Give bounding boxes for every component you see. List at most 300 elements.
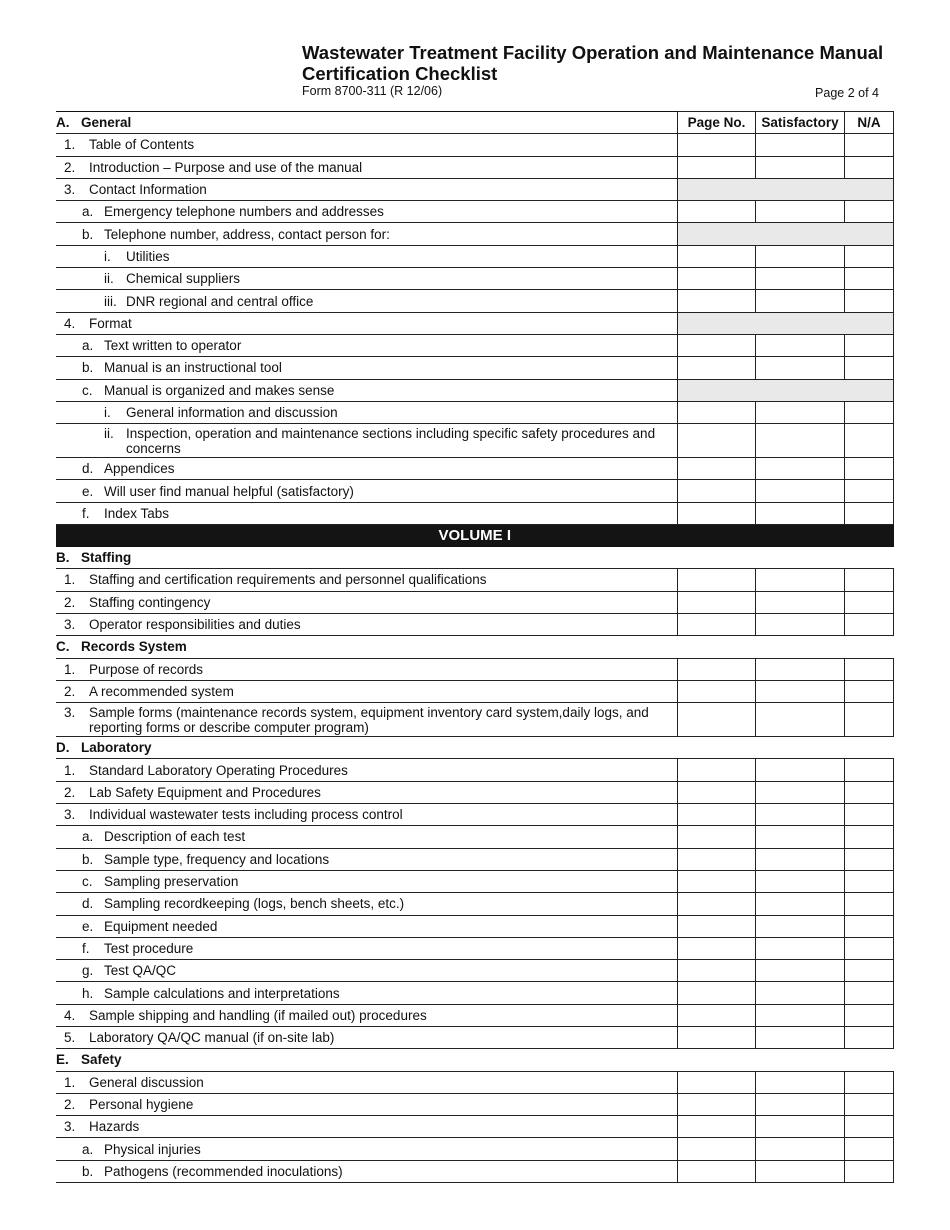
item-text: Format: [89, 315, 132, 331]
checklist-row: [56, 458, 894, 480]
item-text: Sample type, frequency and locations: [104, 851, 330, 867]
column-header-satisfactory: Satisfactory: [756, 112, 845, 134]
section-title: Records System: [81, 639, 187, 655]
checklist-item-label: [56, 759, 678, 781]
satisfactory-cell[interactable]: [756, 680, 845, 702]
checklist-row: [56, 502, 894, 524]
item-number: 3.: [64, 1119, 76, 1135]
checklist-item-label: [56, 290, 678, 312]
checklist-item-label: [56, 268, 678, 290]
na-cell[interactable]: [845, 982, 894, 1004]
item-number: c.: [82, 874, 93, 890]
checklist-item-label: [56, 334, 678, 356]
page-no-cell[interactable]: [678, 893, 756, 915]
item-number: e.: [82, 483, 94, 499]
item-number: 2.: [64, 1097, 76, 1113]
form-title-line1: Wastewater Treatment Facility Operation and Maintenance Manual: [302, 42, 884, 63]
checklist-row: [56, 680, 894, 702]
satisfactory-cell[interactable]: [756, 1160, 845, 1182]
section-title: Laboratory: [81, 740, 152, 756]
item-text: Test QA/QC: [104, 963, 177, 979]
item-text: Chemical suppliers: [126, 271, 241, 287]
na-cell[interactable]: [845, 1004, 894, 1026]
page-no-cell[interactable]: [678, 357, 756, 379]
item-number: iii.: [104, 293, 117, 309]
item-text: Individual wastewater tests including process control: [89, 807, 403, 823]
item-number: b.: [82, 851, 94, 867]
na-cell[interactable]: [845, 134, 894, 156]
satisfactory-cell[interactable]: [756, 134, 845, 156]
na-cell[interactable]: [845, 680, 894, 702]
satisfactory-cell[interactable]: [756, 245, 845, 267]
satisfactory-cell[interactable]: [756, 1004, 845, 1026]
satisfactory-cell[interactable]: [756, 201, 845, 223]
satisfactory-cell[interactable]: [756, 759, 845, 781]
checklist-item-label: [56, 1138, 678, 1160]
checklist-row: [56, 223, 894, 245]
section-letter: C.: [56, 639, 70, 655]
checklist-row: [56, 334, 894, 356]
page-no-cell[interactable]: [678, 569, 756, 591]
satisfactory-cell[interactable]: [756, 804, 845, 826]
checklist-item-label: [56, 178, 678, 200]
checklist-row: [56, 1071, 894, 1093]
section-letter: E.: [56, 1052, 69, 1068]
satisfactory-cell[interactable]: [756, 1071, 845, 1093]
volume-banner: [56, 525, 894, 547]
satisfactory-cell[interactable]: [756, 268, 845, 290]
page-no-cell[interactable]: [678, 502, 756, 524]
checklist-item-label: [56, 613, 678, 635]
checklist-row: [56, 1160, 894, 1182]
page-no-cell[interactable]: [678, 134, 756, 156]
checklist-item-label: [56, 357, 678, 379]
satisfactory-cell[interactable]: [756, 156, 845, 178]
na-cell[interactable]: [845, 870, 894, 892]
item-text: General discussion: [89, 1074, 204, 1090]
item-text: Purpose of records: [89, 661, 204, 677]
section-header-safety: [56, 1049, 894, 1071]
na-cell[interactable]: [845, 1116, 894, 1138]
checklist-item-label: [56, 1160, 678, 1182]
checklist-row: [56, 613, 894, 635]
checklist-item-label: [56, 960, 678, 982]
section-header-general: A. General: [56, 112, 678, 134]
na-cell[interactable]: [845, 658, 894, 680]
section-title: Staffing: [81, 550, 132, 566]
checklist-row: [56, 937, 894, 959]
satisfactory-cell[interactable]: [756, 502, 845, 524]
item-number: b.: [82, 226, 94, 242]
item-number: a.: [82, 204, 94, 220]
satisfactory-cell[interactable]: [756, 1116, 845, 1138]
form-title: [302, 42, 883, 84]
checklist-row: [56, 290, 894, 312]
checklist-row: [56, 848, 894, 870]
satisfactory-cell[interactable]: [756, 424, 845, 458]
na-cell[interactable]: [845, 268, 894, 290]
na-cell[interactable]: [845, 1160, 894, 1182]
shaded-cell: [678, 379, 894, 401]
checklist-item-label: [56, 480, 678, 502]
checklist-item-label: [56, 915, 678, 937]
checklist-item-label: [56, 982, 678, 1004]
page-no-cell[interactable]: [678, 156, 756, 178]
page-no-cell[interactable]: [678, 1093, 756, 1115]
checklist-item-label: [56, 424, 678, 458]
item-number: 1.: [64, 137, 76, 153]
item-text: Sample shipping and handling (if mailed out) procedures: [89, 1007, 427, 1023]
na-cell[interactable]: [845, 893, 894, 915]
section-header-laboratory: [56, 737, 894, 759]
item-text: Table of Contents: [89, 137, 195, 153]
satisfactory-cell[interactable]: [756, 937, 845, 959]
checklist-item-label: [56, 1004, 678, 1026]
column-header-page-no: Page No.: [678, 112, 756, 134]
na-cell[interactable]: [845, 1138, 894, 1160]
satisfactory-cell[interactable]: [756, 290, 845, 312]
item-text: Sampling preservation: [104, 874, 239, 890]
satisfactory-cell[interactable]: [756, 703, 845, 737]
page-no-cell[interactable]: [678, 826, 756, 848]
item-text: Manual is organized and makes sense: [104, 382, 335, 398]
checklist-item-label: [56, 134, 678, 156]
shaded-cell: [678, 223, 894, 245]
item-number: 2.: [64, 159, 76, 175]
item-number: 1.: [64, 1074, 76, 1090]
checklist-row: [56, 1026, 894, 1048]
na-cell[interactable]: [845, 1026, 894, 1048]
checklist-item-label: [56, 591, 678, 613]
item-number: f.: [82, 940, 90, 956]
item-number: d.: [82, 896, 94, 912]
checklist-row: [56, 156, 894, 178]
na-cell[interactable]: [845, 960, 894, 982]
page-no-cell[interactable]: [678, 1004, 756, 1026]
page-no-cell[interactable]: [678, 290, 756, 312]
na-cell[interactable]: [845, 826, 894, 848]
checklist-row: [56, 591, 894, 613]
page-no-cell[interactable]: [678, 1071, 756, 1093]
checklist-item-label: [56, 826, 678, 848]
item-text: Description of each test: [104, 829, 246, 845]
item-text: Operator responsibilities and duties: [89, 617, 301, 633]
page-no-cell[interactable]: [678, 458, 756, 480]
item-number: c.: [82, 382, 93, 398]
item-text: Equipment needed: [104, 918, 218, 934]
checklist-item-label: [56, 658, 678, 680]
page-no-cell[interactable]: [678, 982, 756, 1004]
na-cell[interactable]: [845, 848, 894, 870]
na-cell[interactable]: [845, 613, 894, 635]
na-cell[interactable]: [845, 781, 894, 803]
checklist-row: [56, 245, 894, 267]
page-no-cell[interactable]: [678, 1026, 756, 1048]
page-no-cell[interactable]: [678, 1116, 756, 1138]
item-text: Manual is an instructional tool: [104, 360, 282, 376]
na-cell[interactable]: [845, 759, 894, 781]
item-text: Physical injuries: [104, 1141, 201, 1157]
shaded-cell: [678, 312, 894, 334]
checklist-row: [56, 480, 894, 502]
checklist-row: [56, 982, 894, 1004]
page-no-cell[interactable]: [678, 1138, 756, 1160]
item-number: ii.: [104, 425, 114, 441]
na-cell[interactable]: [845, 1093, 894, 1115]
checklist-row: [56, 312, 894, 334]
page-no-cell[interactable]: [678, 915, 756, 937]
satisfactory-cell[interactable]: [756, 982, 845, 1004]
page-no-cell[interactable]: [678, 1160, 756, 1182]
item-text: Telephone number, address, contact person for:: [104, 226, 390, 242]
satisfactory-cell[interactable]: [756, 870, 845, 892]
page-no-cell[interactable]: [678, 759, 756, 781]
na-cell[interactable]: [845, 201, 894, 223]
na-cell[interactable]: [845, 915, 894, 937]
satisfactory-cell[interactable]: [756, 357, 845, 379]
na-cell[interactable]: [845, 424, 894, 458]
item-text: DNR regional and central office: [126, 293, 314, 309]
page-no-cell[interactable]: [678, 201, 756, 223]
item-text: Sampling recordkeeping (logs, bench sheets, etc.): [104, 896, 405, 912]
checklist-row: [56, 960, 894, 982]
checklist-item-label: [56, 223, 678, 245]
item-text: Hazards: [89, 1119, 140, 1135]
checklist-row: [56, 915, 894, 937]
na-cell[interactable]: [845, 502, 894, 524]
page-no-cell[interactable]: [678, 401, 756, 423]
item-number: 4.: [64, 315, 76, 331]
checklist-item-label: [56, 401, 678, 423]
satisfactory-cell[interactable]: [756, 915, 845, 937]
checklist-row: [56, 134, 894, 156]
checklist-row: [56, 658, 894, 680]
satisfactory-cell[interactable]: [756, 458, 845, 480]
na-cell[interactable]: [845, 334, 894, 356]
checklist-item-label: [56, 1116, 678, 1138]
checklist-row: [56, 1116, 894, 1138]
na-cell[interactable]: [845, 1071, 894, 1093]
checklist-item-label: [56, 156, 678, 178]
page-number: Page 2 of 4: [815, 86, 879, 100]
na-cell[interactable]: [845, 569, 894, 591]
checklist-item-label: [56, 1026, 678, 1048]
page-no-cell[interactable]: [678, 804, 756, 826]
na-cell[interactable]: [845, 703, 894, 737]
item-text: A recommended system: [89, 683, 234, 699]
satisfactory-cell[interactable]: [756, 658, 845, 680]
item-text: Inspection, operation and maintenance sections including specific safety procedures and concerns: [126, 425, 656, 456]
item-number: 2.: [64, 594, 76, 610]
checklist-item-label: [56, 201, 678, 223]
page-no-cell[interactable]: [678, 960, 756, 982]
satisfactory-cell[interactable]: [756, 1093, 845, 1115]
form-number: Form 8700-311 (R 12/06): [302, 84, 443, 98]
item-number: 5.: [64, 1030, 76, 1046]
item-number: g.: [82, 963, 94, 979]
checklist-row: [56, 703, 894, 737]
checklist-item-label: [56, 379, 678, 401]
item-text: Emergency telephone numbers and addresses: [104, 204, 384, 220]
item-text: Text written to operator: [104, 338, 242, 354]
page-no-cell[interactable]: [678, 781, 756, 803]
checklist-row: [56, 401, 894, 423]
checklist-item-label: [56, 245, 678, 267]
satisfactory-cell[interactable]: [756, 1138, 845, 1160]
page-no-cell[interactable]: [678, 480, 756, 502]
page-no-cell[interactable]: [678, 680, 756, 702]
section-letter: B.: [56, 550, 70, 566]
satisfactory-cell[interactable]: [756, 848, 845, 870]
page-no-cell[interactable]: [678, 848, 756, 870]
item-text: Test procedure: [104, 940, 194, 956]
na-cell[interactable]: [845, 290, 894, 312]
item-text: Staffing contingency: [89, 594, 211, 610]
item-text: Sample calculations and interpretations: [104, 985, 340, 1001]
na-cell[interactable]: [845, 458, 894, 480]
item-number: 2.: [64, 683, 76, 699]
item-number: i.: [104, 248, 111, 264]
checklist-item-label: [56, 781, 678, 803]
satisfactory-cell[interactable]: [756, 1026, 845, 1048]
checklist-table: [56, 111, 894, 1183]
item-number: b.: [82, 1163, 94, 1179]
satisfactory-cell[interactable]: [756, 334, 845, 356]
item-number: f.: [82, 505, 90, 521]
item-text: Utilities: [126, 248, 170, 264]
page-no-cell[interactable]: [678, 424, 756, 458]
item-number: e.: [82, 918, 94, 934]
form-title-line2: Certification Checklist: [302, 63, 498, 84]
checklist-item-label: [56, 1093, 678, 1115]
item-number: 3.: [64, 704, 76, 720]
section-header-staffing: [56, 547, 894, 569]
checklist-row: [56, 379, 894, 401]
checklist-row: [56, 424, 894, 458]
page-no-cell[interactable]: [678, 937, 756, 959]
satisfactory-cell[interactable]: [756, 401, 845, 423]
page-no-cell[interactable]: [678, 245, 756, 267]
satisfactory-cell[interactable]: [756, 591, 845, 613]
page-no-cell[interactable]: [678, 268, 756, 290]
checklist-item-label: [56, 937, 678, 959]
checklist-row: [56, 826, 894, 848]
satisfactory-cell[interactable]: [756, 893, 845, 915]
item-number: a.: [82, 338, 94, 354]
item-number: 3.: [64, 807, 76, 823]
checklist-item-label: [56, 804, 678, 826]
item-number: a.: [82, 829, 94, 845]
satisfactory-cell[interactable]: [756, 480, 845, 502]
page-no-cell[interactable]: [678, 870, 756, 892]
na-cell[interactable]: [845, 156, 894, 178]
item-number: 3.: [64, 182, 76, 198]
na-cell[interactable]: [845, 401, 894, 423]
item-text: Index Tabs: [104, 505, 170, 521]
satisfactory-cell[interactable]: [756, 613, 845, 635]
item-number: 1.: [64, 572, 76, 588]
page-no-cell[interactable]: [678, 658, 756, 680]
checklist-row: [56, 1093, 894, 1115]
item-text: Personal hygiene: [89, 1097, 194, 1113]
page-no-cell[interactable]: [678, 613, 756, 635]
item-text: Contact Information: [89, 182, 207, 198]
checklist-item-label: [56, 569, 678, 591]
item-number: 4.: [64, 1007, 76, 1023]
item-text: Standard Laboratory Operating Procedures: [89, 762, 348, 778]
checklist-item-label: [56, 703, 678, 737]
item-number: d.: [82, 461, 94, 477]
checklist-row: [56, 804, 894, 826]
checklist-item-label: [56, 1071, 678, 1093]
item-text: Pathogens (recommended inoculations): [104, 1163, 343, 1179]
item-number: a.: [82, 1141, 94, 1157]
checklist-row: [56, 893, 894, 915]
item-number: b.: [82, 360, 94, 376]
na-cell[interactable]: [845, 937, 894, 959]
checklist-item-label: [56, 848, 678, 870]
na-cell[interactable]: [845, 357, 894, 379]
checklist-item-label: [56, 312, 678, 334]
checklist-item-label: [56, 680, 678, 702]
satisfactory-cell[interactable]: [756, 569, 845, 591]
column-header-na: N/A: [845, 112, 894, 134]
checklist-row: [56, 178, 894, 200]
item-number: 2.: [64, 784, 76, 800]
section-letter: D.: [56, 740, 70, 756]
na-cell[interactable]: [845, 245, 894, 267]
satisfactory-cell[interactable]: [756, 781, 845, 803]
section-header-records: [56, 636, 894, 658]
checklist-row: [56, 569, 894, 591]
item-text: Sample forms (maintenance records system, equipment inventory card system,daily logs, and reporting forms or describe computer program): [89, 704, 649, 735]
na-cell[interactable]: [845, 480, 894, 502]
section-title: Safety: [81, 1052, 122, 1068]
checklist-row: [56, 201, 894, 223]
item-number: 3.: [64, 617, 76, 633]
item-text: Staffing and certification requirements and personnel qualifications: [89, 572, 487, 588]
checklist-row: [56, 1004, 894, 1026]
item-number: ii.: [104, 271, 114, 287]
page-no-cell[interactable]: [678, 591, 756, 613]
na-cell[interactable]: [845, 804, 894, 826]
checklist-row: [56, 1138, 894, 1160]
item-number: h.: [82, 985, 94, 1001]
checklist-item-label: [56, 458, 678, 480]
volume-label: VOLUME I: [56, 525, 894, 547]
item-text: General information and discussion: [126, 405, 338, 420]
page-no-cell[interactable]: [678, 703, 756, 737]
checklist-item-label: [56, 870, 678, 892]
item-text: Appendices: [104, 461, 175, 477]
item-text: Will user find manual helpful (satisfactory): [104, 483, 354, 499]
satisfactory-cell[interactable]: [756, 960, 845, 982]
item-number: 1.: [64, 661, 76, 677]
satisfactory-cell[interactable]: [756, 826, 845, 848]
page-no-cell[interactable]: [678, 334, 756, 356]
item-number: 1.: [64, 762, 76, 778]
checklist-row: [56, 759, 894, 781]
na-cell[interactable]: [845, 591, 894, 613]
item-number: i.: [104, 405, 111, 420]
item-text: Introduction – Purpose and use of the manual: [89, 159, 363, 175]
checklist-row: [56, 268, 894, 290]
item-text: Laboratory QA/QC manual (if on-site lab): [89, 1030, 335, 1046]
checklist-item-label: [56, 893, 678, 915]
checklist-row: [56, 870, 894, 892]
shaded-cell: [678, 178, 894, 200]
checklist-item-label: [56, 502, 678, 524]
